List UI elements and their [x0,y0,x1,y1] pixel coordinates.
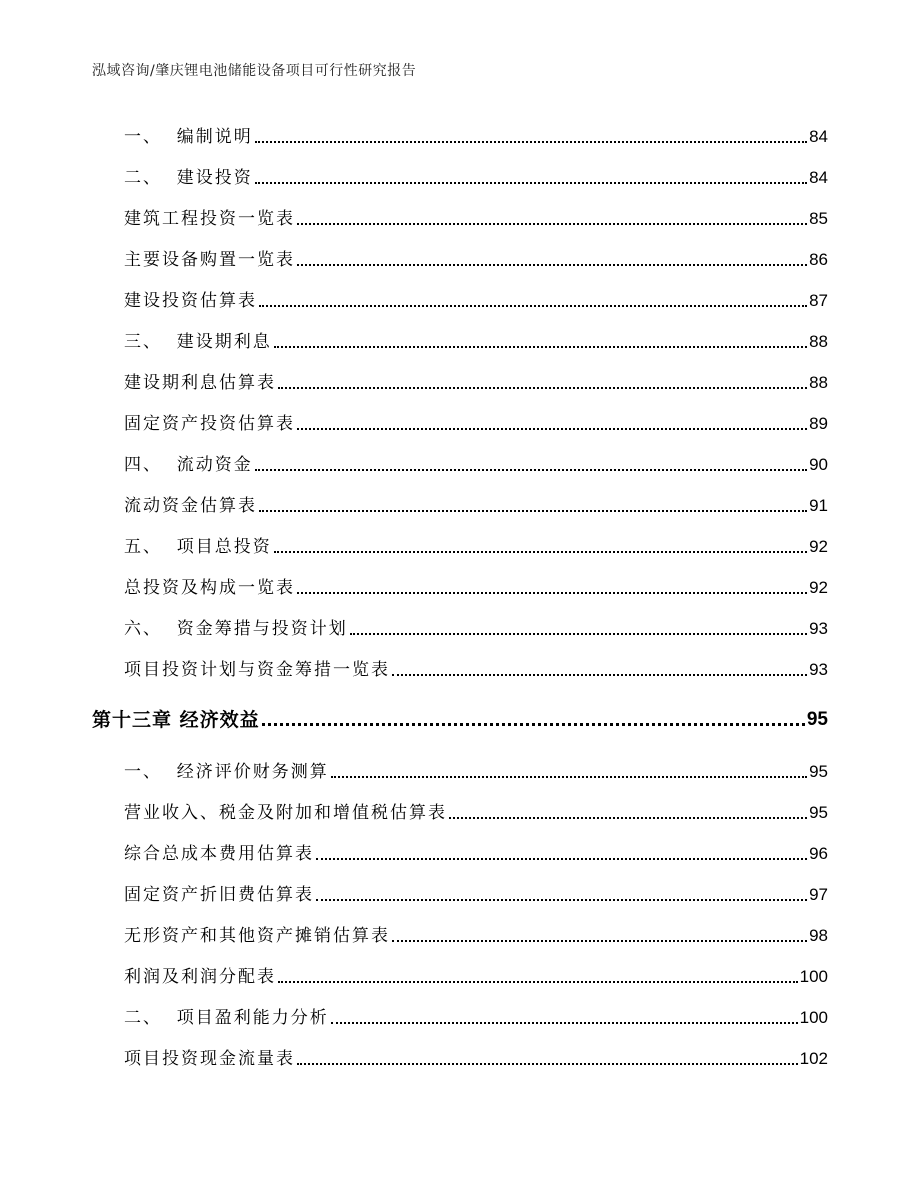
toc-chapter-entry[interactable] [92,705,828,731]
toc-entry[interactable] [124,880,828,906]
toc-dot-leader [278,387,807,389]
running-header: 泓域咨询/肇庆锂电池储能设备项目可行性研究报告 [92,63,417,79]
toc-dot-leader [392,940,807,942]
toc-dot-leader [350,633,807,635]
toc-dot-leader [255,469,807,471]
toc-page-number: 88 [809,332,828,351]
toc-entry-label: 项目投资计划与资金筹措一览表 [124,660,390,680]
toc-page-number: 93 [809,619,828,638]
toc-dot-leader [331,1022,798,1024]
toc-entry-label: 一、 经济评价财务测算 [124,762,329,782]
toc-entry[interactable] [124,757,828,783]
toc-entry-label: 六、 资金筹措与投资计划 [124,619,348,639]
toc-entry[interactable] [124,245,828,271]
toc-entry-label: 建筑工程投资一览表 [124,209,295,229]
toc-entry[interactable] [124,491,828,517]
toc-page-number: 96 [809,844,828,863]
toc-dot-leader [297,428,807,430]
toc-page-number: 89 [809,414,828,433]
toc-page-number: 95 [806,709,828,730]
toc-entry-label: 五、 项目总投资 [124,537,272,557]
toc-page-number: 85 [809,209,828,228]
toc-page-number: 100 [799,967,828,986]
toc-entry[interactable] [124,962,828,988]
toc-page-number: 84 [809,168,828,187]
toc-entry-label: 二、 项目盈利能力分析 [124,1008,329,1028]
toc-dot-leader [297,264,807,266]
toc-entry[interactable] [124,1003,828,1029]
toc-page-number: 92 [809,537,828,556]
toc-entry-label: 建设投资估算表 [124,291,257,311]
toc-dot-leader [449,817,807,819]
toc-dot-leader [274,346,807,348]
toc-entry-label: 固定资产投资估算表 [124,414,295,434]
toc-page-number: 97 [809,885,828,904]
toc-dot-leader [297,223,807,225]
toc-entry[interactable] [124,368,828,394]
toc-entry-label: 第十三章 经济效益 [92,709,260,731]
toc-page-number: 86 [809,250,828,269]
toc-entry[interactable] [124,409,828,435]
toc-entry[interactable] [124,122,828,148]
toc-entry-label: 利润及利润分配表 [124,967,276,987]
toc-entry[interactable] [124,921,828,947]
toc-dot-leader [262,723,805,726]
toc-entry-label: 总投资及构成一览表 [124,578,295,598]
toc-entry-label: 二、 建设投资 [124,168,253,188]
toc-entry-label: 营业收入、税金及附加和增值税估算表 [124,803,447,823]
toc-page-number: 87 [809,291,828,310]
toc-entry[interactable] [124,573,828,599]
toc-page-number: 88 [809,373,828,392]
toc-entry[interactable] [124,204,828,230]
toc-page-number: 91 [809,496,828,515]
toc-entry[interactable] [124,327,828,353]
toc-page-number: 84 [809,127,828,146]
toc-page-number: 93 [809,660,828,679]
toc-page-number: 90 [809,455,828,474]
toc-entry-label: 一、 编制说明 [124,127,253,147]
toc-entry-label: 三、 建设期利息 [124,332,272,352]
toc-dot-leader [259,305,807,307]
toc-entry-label: 无形资产和其他资产摊销估算表 [124,926,390,946]
toc-entry[interactable] [124,1044,828,1070]
toc-entry[interactable] [124,163,828,189]
toc-dot-leader [392,674,807,676]
toc-entry[interactable] [124,532,828,558]
toc-entry-label: 综合总成本费用估算表 [124,844,314,864]
toc-dot-leader [274,551,807,553]
toc-page-number: 98 [809,926,828,945]
toc-page-number: 95 [809,762,828,781]
toc-page-number: 100 [799,1008,828,1027]
toc-entry-label: 固定资产折旧费估算表 [124,885,314,905]
toc-entry[interactable] [124,286,828,312]
toc-dot-leader [259,510,807,512]
toc-dot-leader [316,899,807,901]
toc-entry-label: 主要设备购置一览表 [124,250,295,270]
toc-dot-leader [278,981,798,983]
toc-dot-leader [297,592,807,594]
toc-dot-leader [255,141,807,143]
toc-dot-leader [255,182,807,184]
toc-page-number: 95 [809,803,828,822]
toc-entry[interactable] [124,614,828,640]
toc-entry[interactable] [124,798,828,824]
toc-entry[interactable] [124,839,828,865]
toc-entry[interactable] [124,450,828,476]
toc-entry-label: 流动资金估算表 [124,496,257,516]
toc-entry[interactable] [124,655,828,681]
toc-entry-label: 四、 流动资金 [124,455,253,475]
toc-page-number: 102 [799,1049,828,1068]
toc-dot-leader [331,776,807,778]
toc-dot-leader [297,1063,798,1065]
toc-dot-leader [316,858,807,860]
toc-entry-label: 建设期利息估算表 [124,373,276,393]
toc-page-number: 92 [809,578,828,597]
toc-entry-label: 项目投资现金流量表 [124,1049,295,1069]
